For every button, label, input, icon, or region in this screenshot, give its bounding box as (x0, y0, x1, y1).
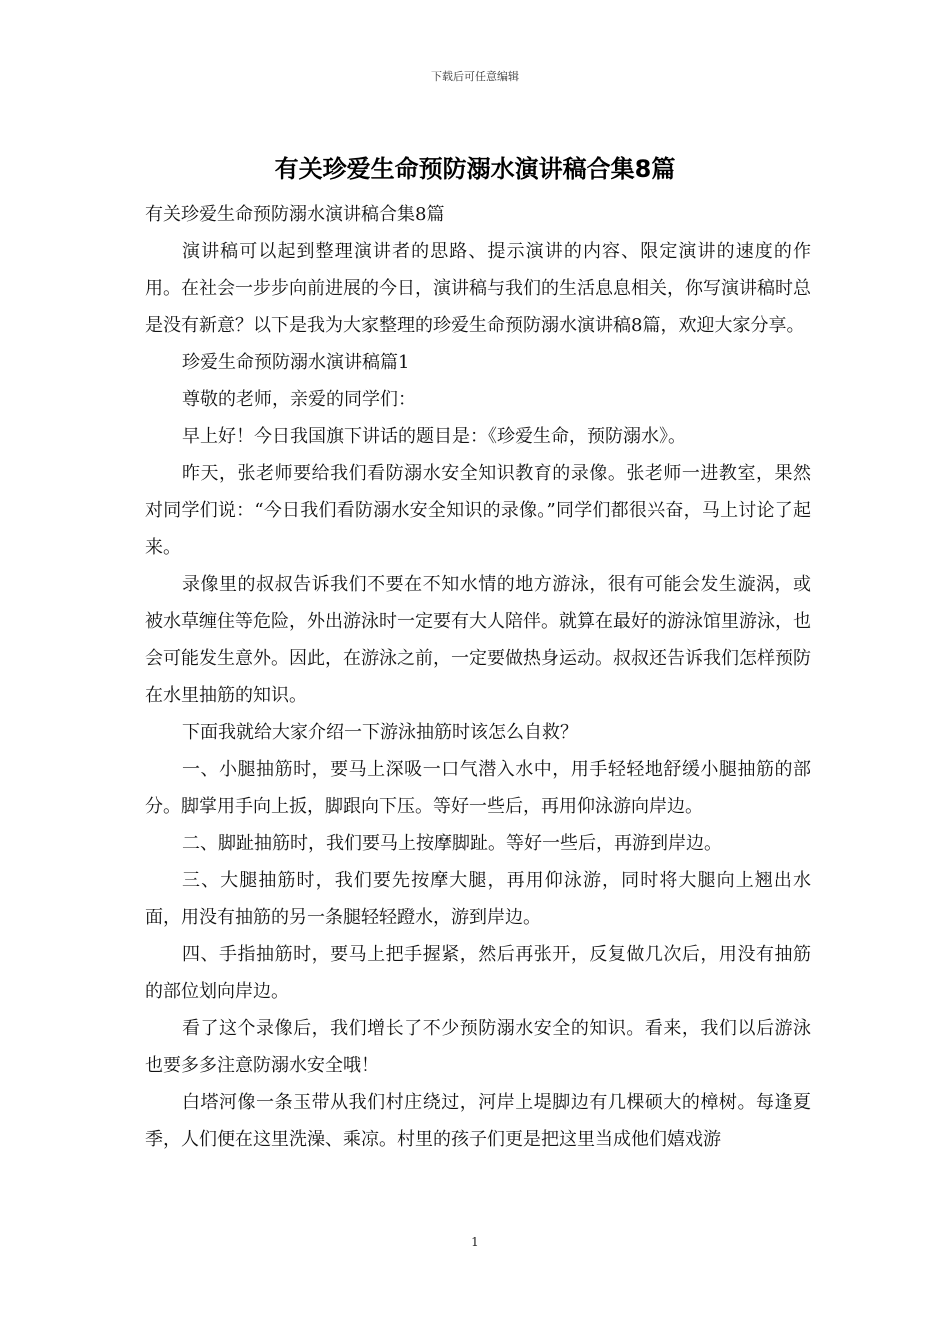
list-item-paragraph: 二、脚趾抽筋时，我们要马上按摩脚趾。等好一些后，再游到岸边。 (182, 833, 722, 854)
body-paragraph: 看了这个录像后，我们增长了不少预防溺水安全的知识。看来，我们以后游泳也要多多注意防溺水安全哦！ (145, 1018, 811, 1076)
salutation: 尊敬的老师，亲爱的同学们： (182, 389, 416, 410)
list-item-paragraph: 一、小腿抽筋时，要马上深吸一口气潜入水中，用手轻轻地舒缓小腿抽筋的部分。脚掌用手向上扳，脚跟向下压。等好一些后，再用仰泳游向岸边。 (145, 759, 811, 817)
body-paragraph: 早上好！今日我国旗下讲话的题目是：《珍爱生命，预防溺水》。 (182, 426, 686, 447)
section-heading: 珍爱生命预防溺水演讲稿篇1 (182, 352, 410, 373)
page-number: 1 (471, 1235, 479, 1249)
list-item-paragraph: 四、手指抽筋时，要马上把手握紧，然后再张开，反复做几次后，用没有抽筋的部位划向岸边。 (145, 944, 811, 1002)
document-body (145, 196, 811, 1158)
subtitle-paragraph: 有关珍爱生命预防溺水演讲稿合集8篇 (145, 204, 445, 225)
list-item-paragraph: 三、大腿抽筋时，我们要先按摩大腿，再用仰泳游，同时将大腿向上翘出水面，用没有抽筋的另一条腿轻轻蹬水，游到岸边。 (145, 870, 811, 928)
body-paragraph: 下面我就给大家介绍一下游泳抽筋时该怎么自救？ (182, 722, 578, 743)
intro-paragraph: 演讲稿可以起到整理演讲者的思路、提示演讲的内容、限定演讲的速度的作用。在社会一步步向前进展的今日，演讲稿与我们的生活息息相关，你写演讲稿时总是没有新意？以下是我为大家整理的珍爱生命预防溺水演讲稿8篇，欢迎大家分享。 (145, 241, 811, 336)
document-title: 有关珍爱生命预防溺水演讲稿合集8篇 (274, 155, 676, 183)
body-paragraph: 白塔河像一条玉带从我们村庄绕过，河岸上堤脚边有几棵硕大的樟树。每逢夏季，人们便在这里洗澡、乘凉。村里的孩子们更是把这里当成他们嬉戏游 (145, 1092, 811, 1150)
header-note: 下载后可任意编辑 (431, 70, 519, 83)
body-paragraph: 录像里的叔叔告诉我们不要在不知水情的地方游泳，很有可能会发生漩涡，或被水草缠住等危险，外出游泳时一定要有大人陪伴。就算在最好的游泳馆里游泳，也会可能发生意外。因此，在游泳之前，一定要做热身运动。叔叔还告诉我们怎样预防在水里抽筋的知识。 (145, 574, 811, 706)
body-paragraph: 昨天，张老师要给我们看防溺水安全知识教育的录像。张老师一进教室，果然对同学们说：“今日我们看防溺水安全知识的录像。”同学们都很兴奋，马上讨论了起来。 (145, 463, 811, 558)
